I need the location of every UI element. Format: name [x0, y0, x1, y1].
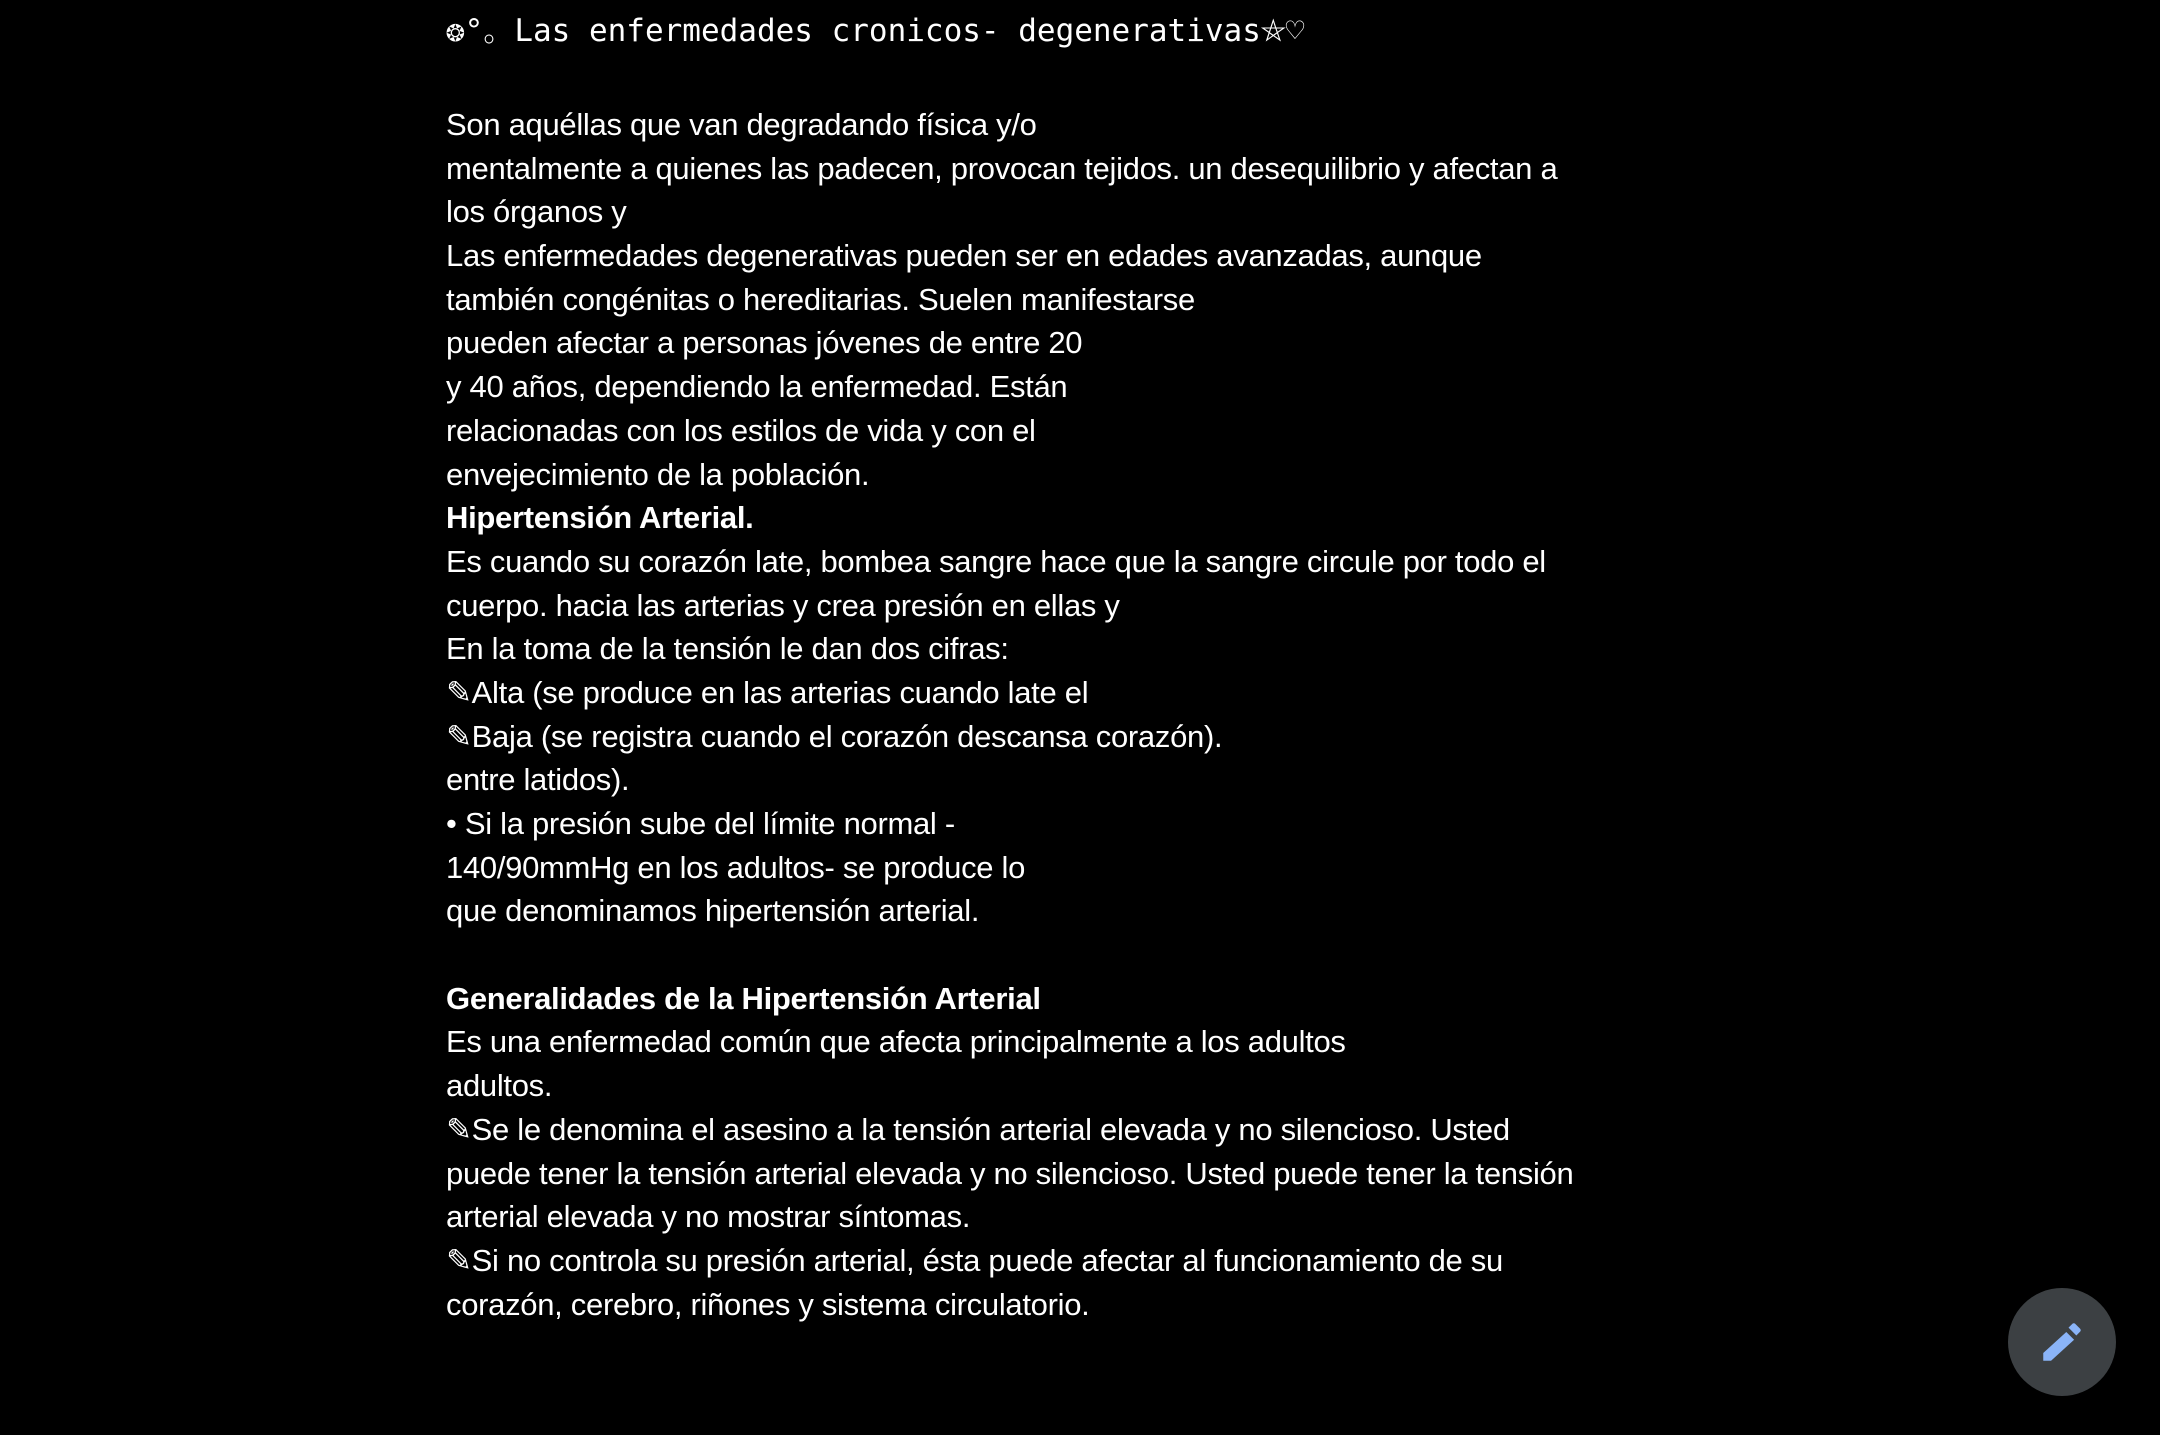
- note-line: Hipertensión Arterial.: [446, 500, 754, 536]
- note-line: entre latidos).: [446, 762, 630, 798]
- note-line: que denominamos hipertensión arterial.: [446, 893, 980, 929]
- note-line: cuerpo. hacia las arterias y crea presión en ellas y: [446, 587, 1120, 623]
- note-line: ✎Se le denomina el asesino a la tensión arterial elevada y no silencioso. Usted: [446, 1111, 1510, 1147]
- note-line: Es una enfermedad común que afecta principalmente a los adultos: [446, 1024, 1346, 1060]
- note-line: ✎Alta (se produce en las arterias cuando late el: [446, 674, 1089, 710]
- note-line: Son aquéllas que van degradando física y/o: [446, 107, 1037, 142]
- note-line: pueden afectar a personas jóvenes de entre 20: [446, 325, 1083, 361]
- note-content: [446, 8, 1766, 1326]
- note-line: relacionadas con los estilos de vida y con el: [446, 412, 1036, 448]
- note-line: Las enfermedades degenerativas pueden ser en edades avanzadas, aunque: [446, 238, 1482, 274]
- note-line: puede tener la tensión arterial elevada y no silencioso. Usted puede tener la tensión: [446, 1155, 1574, 1191]
- note-line: también congénitas o hereditarias. Suelen manifestarse: [446, 281, 1195, 317]
- note-line: adultos.: [446, 1068, 553, 1104]
- note-line: arterial elevada y no mostrar síntomas.: [446, 1199, 971, 1235]
- note-title[interactable]: ❂°。Las enfermedades cronicos- degenerativas⛤♡: [446, 13, 1305, 49]
- note-body[interactable]: [446, 103, 1766, 1326]
- note-line: ✎Si no controla su presión arterial, ésta puede afectar al funcionamiento de su: [446, 1242, 1503, 1278]
- note-line: envejecimiento de la población.: [446, 456, 870, 492]
- note-line: Es cuando su corazón late, bombea sangre hace que la sangre circule por todo el: [446, 543, 1546, 579]
- note-line: En la toma de la tensión le dan dos cifras:: [446, 631, 1009, 667]
- note-line: [446, 933, 1766, 977]
- note-line: los órganos y: [446, 194, 627, 230]
- note-line: 140/90mmHg en los adultos- se produce lo: [446, 849, 1026, 885]
- note-line: mentalmente a quienes las padecen, provocan tejidos. un desequilibrio y afectan a: [446, 150, 1558, 186]
- note-line: Generalidades de la Hipertensión Arterial: [446, 980, 1041, 1016]
- edit-fab-button[interactable]: [2008, 1288, 2116, 1396]
- note-line: ✎Baja (se registra cuando el corazón descansa corazón).: [446, 718, 1223, 754]
- pencil-icon: [2037, 1317, 2087, 1367]
- note-line: corazón, cerebro, riñones y sistema circulatorio.: [446, 1286, 1090, 1322]
- note-line: • Si la presión sube del límite normal -: [446, 806, 955, 841]
- note-line: y 40 años, dependiendo la enfermedad. Están: [446, 369, 1068, 405]
